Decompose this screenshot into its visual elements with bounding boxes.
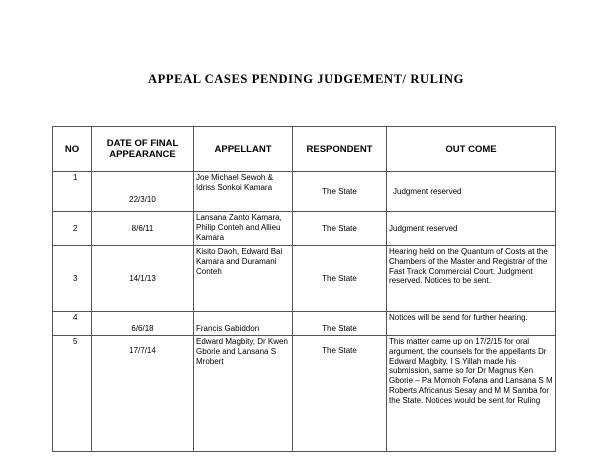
- row-date: 6/6/18: [92, 312, 194, 336]
- row-outcome: Notices will be send for further hearing.: [387, 312, 556, 336]
- row-appellant: Edward Magbity, Dr Kwen Gborie and Lansana S Mrobert: [194, 336, 293, 452]
- row-appellant: Francis Gabiddon: [194, 312, 293, 336]
- row-date: 8/6/11: [92, 212, 194, 246]
- row-respondent: The State: [293, 246, 387, 312]
- table-row: [53, 172, 556, 212]
- row-no: 3: [53, 246, 92, 312]
- header-outcome: OUT COME: [387, 127, 556, 172]
- row-appellant: Lansana Zanto Kamara, Philip Conteh and Allieu Kamara: [194, 212, 293, 246]
- row-date: 22/3/10: [92, 172, 194, 212]
- header-date: DATE OF FINAL APPEARANCE: [92, 127, 194, 172]
- row-date: 14/1/13: [92, 246, 194, 312]
- table-row: [53, 336, 556, 452]
- row-respondent: The State: [293, 336, 387, 452]
- page-title: APPEAL CASES PENDING JUDGEMENT/ RULING: [148, 72, 464, 86]
- appeal-cases-table: [52, 126, 556, 452]
- row-appellant: Joe Michael Sewoh & Idriss Sonkoi Kamara: [194, 172, 293, 212]
- header-respondent: RESPONDENT: [293, 127, 387, 172]
- header-appellant: APPELLANT: [194, 127, 293, 172]
- row-respondent: The State: [293, 312, 387, 336]
- table-row: [53, 212, 556, 246]
- row-appellant: Kisito Daoh, Edward Bai Kamara and Duramani Conteh: [194, 246, 293, 312]
- table-header-row: [53, 127, 556, 172]
- row-respondent: The State: [293, 212, 387, 246]
- table-row: [53, 246, 556, 312]
- table-row: [53, 312, 556, 336]
- row-outcome: Judgment reserved: [387, 172, 556, 212]
- row-no: 1: [53, 172, 92, 212]
- row-no: 2: [53, 212, 92, 246]
- row-outcome: This matter came up on 17/2/15 for oral argument, the counsels for the appellants Dr Edward Magbity. I S Yillah made his submission, same so for Dr Magnus Ken Gborie – Pa Momoh Fofana and Lansana S M Roberts Africanus Sesay and M M Samba for the State. Notices would be sent for Ruling: [387, 336, 556, 452]
- row-outcome: Hearing held on the Quantum of Costs at the Chambers of the Master and Registrar of the Fast Track Commercial Court. Judgment reserved. Notices to be sent.: [387, 246, 556, 312]
- row-outcome: Judgment reserved: [387, 212, 556, 246]
- header-no: NO: [53, 127, 92, 172]
- row-no: 5: [53, 336, 92, 452]
- row-no: 4: [53, 312, 92, 336]
- row-respondent: The State: [293, 172, 387, 212]
- row-date: 17/7/14: [92, 336, 194, 452]
